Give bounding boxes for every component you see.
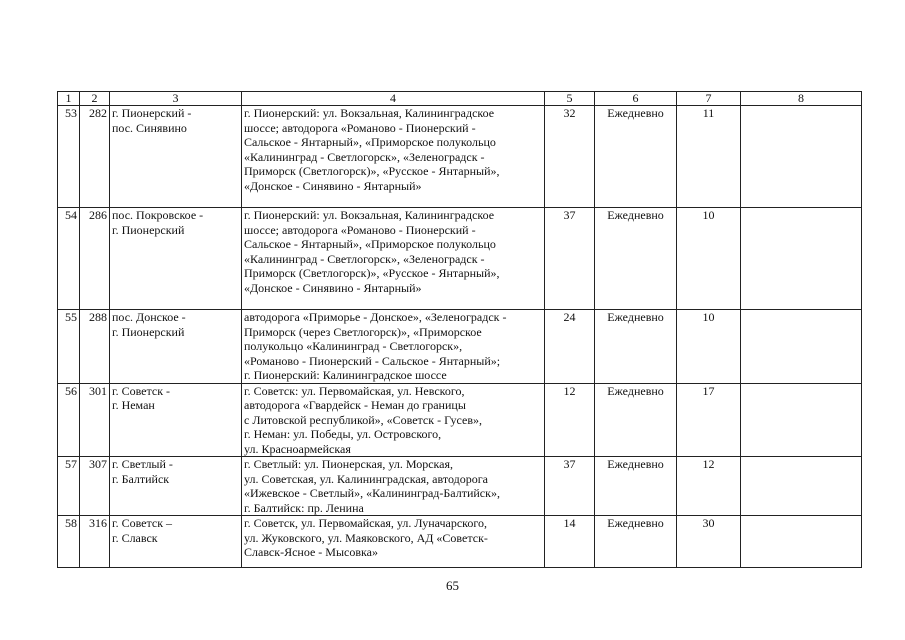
header-col-7: 7: [677, 92, 741, 106]
route-path-line: «Донское - Синявино - Янтарный»: [244, 280, 422, 295]
route-path-cell: [242, 516, 545, 568]
trips-count-cell: 17: [677, 383, 741, 457]
route-path-line: Приморск (Светлогорск)», «Русское - Янтарный»,: [244, 164, 500, 178]
table-row: [58, 106, 862, 208]
route-path-line: «Ижевское - Светлый», «Калининград-Балтийск»,: [244, 486, 500, 500]
route-number-cell: 286: [80, 208, 110, 310]
route-path-line: Приморск (через Светлогорск)», «Приморское: [244, 324, 482, 339]
trips-count-cell: 30: [677, 516, 741, 568]
table-row: [58, 310, 862, 384]
route-name-cell: [110, 516, 242, 568]
route-name-line: г. Славск: [112, 530, 158, 545]
route-path-line: шоссе; автодорога «Романово - Пионерский -: [244, 120, 476, 135]
trips-count-cell: 10: [677, 310, 741, 384]
route-path-line: «Калининград - Светлогорск», «Зеленоградск -: [244, 251, 485, 266]
route-path-line: «Калининград - Светлогорск», «Зеленоградск -: [244, 149, 485, 164]
routes-table: [57, 91, 862, 568]
route-name-cell: [110, 383, 242, 457]
route-name-line: пос. Донское -: [112, 310, 186, 324]
route-path-line: ул. Советская, ул. Калининградская, автодорога: [244, 471, 488, 486]
row-number-cell: 56: [58, 383, 80, 457]
route-name-line: г. Пионерский: [112, 324, 185, 339]
route-name-line: пос. Покровское -: [112, 208, 204, 222]
route-path-line: г. Неман: ул. Победы, ул. Островского,: [244, 427, 442, 441]
route-number-cell: 282: [80, 106, 110, 208]
header-col-8: 8: [741, 92, 862, 106]
route-path-cell: [242, 208, 545, 310]
note-cell: [741, 383, 862, 457]
table-row: [58, 457, 862, 516]
route-length-cell: 24: [545, 310, 595, 384]
route-name-cell: [110, 457, 242, 516]
route-path-cell: [242, 457, 545, 516]
note-cell: [741, 457, 862, 516]
route-path-line: «Романово - Пионерский - Сальское - Янтарный»;: [244, 353, 501, 368]
route-number-cell: 288: [80, 310, 110, 384]
route-name-line: г. Балтийск: [112, 471, 170, 486]
route-path-line: Славск-Ясное - Мысовка»: [244, 545, 378, 559]
route-path-line: «Донское - Синявино - Янтарный»: [244, 178, 422, 193]
schedule-cell: Ежедневно: [595, 457, 677, 516]
route-path-cell: [242, 383, 545, 457]
route-name-line: пос. Синявино: [112, 120, 187, 135]
trips-count-cell: 10: [677, 208, 741, 310]
route-name-line: г. Пионерский: [112, 222, 185, 237]
route-length-cell: 37: [545, 457, 595, 516]
header-row: [58, 92, 862, 106]
header-col-2: 2: [80, 92, 110, 106]
header-col-1: 1: [58, 92, 80, 106]
route-length-cell: 14: [545, 516, 595, 568]
route-path-cell: [242, 106, 545, 208]
schedule-cell: Ежедневно: [595, 516, 677, 568]
route-name-cell: [110, 106, 242, 208]
row-number-cell: 53: [58, 106, 80, 208]
route-number-cell: 316: [80, 516, 110, 568]
table-row: [58, 208, 862, 310]
schedule-cell: Ежедневно: [595, 208, 677, 310]
row-number-cell: 54: [58, 208, 80, 310]
trips-count-cell: 11: [677, 106, 741, 208]
route-name-line: г. Неман: [112, 398, 155, 412]
header-col-5: 5: [545, 92, 595, 106]
route-path-cell: [242, 310, 545, 384]
route-path-line: с Литовской республикой», «Советск - Гусев»,: [244, 412, 483, 427]
route-path-line: ул. Жуковского, ул. Маяковского, АД «Советск-: [244, 530, 488, 545]
route-path-line: г. Пионерский: Калининградское шоссе: [244, 368, 447, 382]
route-path-line: г. Пионерский: ул. Вокзальная, Калининградское: [244, 106, 495, 120]
route-name-cell: [110, 208, 242, 310]
route-path-line: Сальское - Янтарный», «Приморское полукольцо: [244, 135, 496, 149]
note-cell: [741, 310, 862, 384]
schedule-cell: Ежедневно: [595, 310, 677, 384]
schedule-cell: Ежедневно: [595, 106, 677, 208]
route-path-line: г. Пионерский: ул. Вокзальная, Калининградское: [244, 208, 495, 222]
table-row: [58, 383, 862, 457]
route-path-line: г. Балтийск: пр. Ленина: [244, 500, 364, 515]
route-name-line: г. Пионерский -: [112, 106, 192, 120]
route-path-line: полукольцо «Калининград - Светлогорск»,: [244, 339, 463, 353]
route-number-cell: 307: [80, 457, 110, 516]
route-path-line: шоссе; автодорога «Романово - Пионерский -: [244, 222, 476, 237]
route-length-cell: 37: [545, 208, 595, 310]
route-name-line: г. Советск –: [112, 516, 173, 530]
route-path-line: г. Советск: ул. Первомайская, ул. Невского,: [244, 383, 465, 398]
route-number-cell: 301: [80, 383, 110, 457]
route-path-line: Приморск (Светлогорск)», «Русское - Янтарный»,: [244, 266, 500, 280]
route-name-cell: [110, 310, 242, 384]
route-path-line: Сальское - Янтарный», «Приморское полукольцо: [244, 237, 496, 251]
header-col-6: 6: [595, 92, 677, 106]
note-cell: [741, 208, 862, 310]
page-number: 65: [446, 578, 459, 593]
route-path-line: г. Советск, ул. Первомайская, ул. Луначарского,: [244, 516, 488, 530]
table-row: [58, 516, 862, 568]
row-number-cell: 55: [58, 310, 80, 384]
row-number-cell: 57: [58, 457, 80, 516]
note-cell: [741, 106, 862, 208]
route-path-line: автодорога «Гвардейск - Неман до границы: [244, 398, 466, 412]
trips-count-cell: 12: [677, 457, 741, 516]
header-col-4: 4: [242, 92, 545, 106]
route-path-line: автодорога «Приморье - Донское», «Зеленоградск -: [244, 310, 507, 324]
header-col-3: 3: [110, 92, 242, 106]
route-name-line: г. Светлый -: [112, 457, 173, 471]
route-path-line: г. Светлый: ул. Пионерская, ул. Морская,: [244, 457, 454, 471]
schedule-cell: Ежедневно: [595, 383, 677, 457]
route-length-cell: 12: [545, 383, 595, 457]
row-number-cell: 58: [58, 516, 80, 568]
route-name-line: г. Советск -: [112, 383, 171, 398]
route-path-line: ул. Красноармейская: [244, 441, 351, 456]
route-length-cell: 32: [545, 106, 595, 208]
note-cell: [741, 516, 862, 568]
